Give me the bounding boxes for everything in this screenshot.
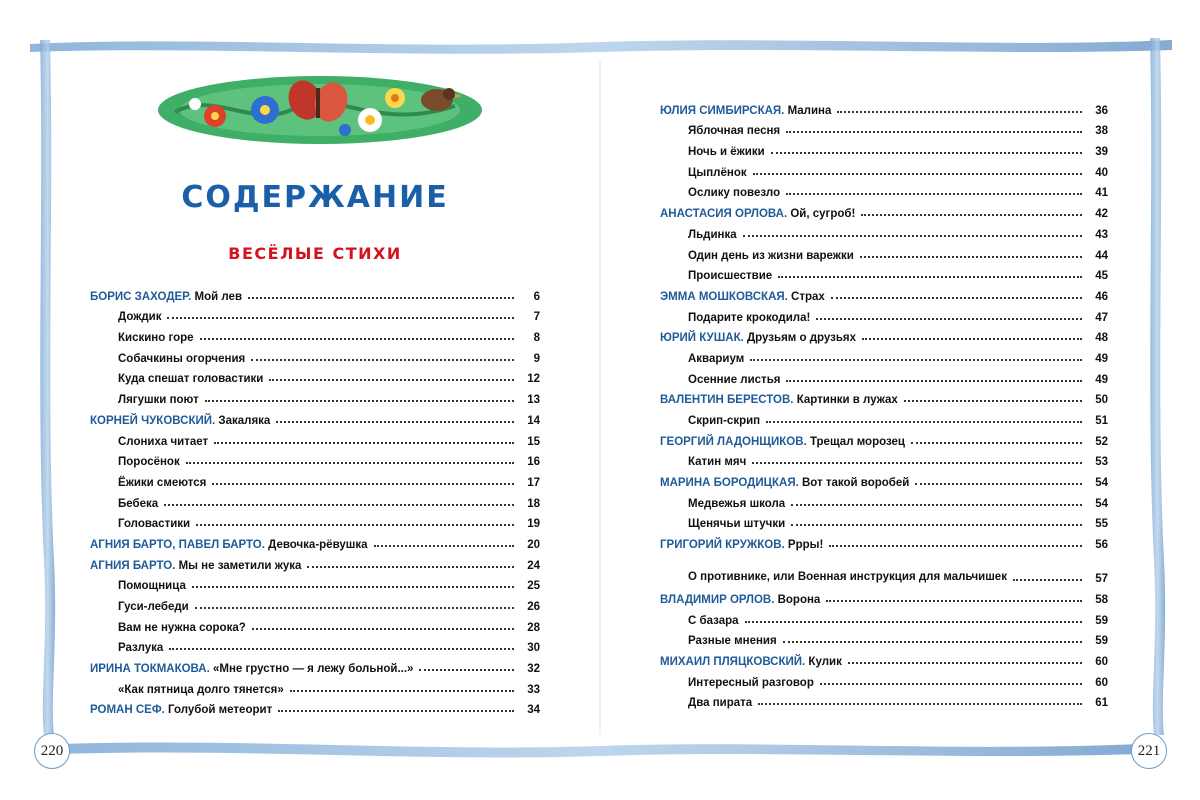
poem-title: Разлука (118, 642, 164, 655)
dot-leader (307, 566, 514, 568)
page-ref: 26 (527, 601, 540, 613)
page-ref: 32 (527, 663, 540, 676)
poem-title: Гуси-лебеди (118, 601, 189, 613)
toc-entry (660, 158, 1108, 179)
entry-text (118, 436, 208, 448)
author-name: ИРИНА ТОКМАКОВА. (90, 663, 210, 676)
entry-text (660, 477, 909, 489)
page-ref: 47 (1095, 311, 1108, 324)
page-ref: 6 (533, 290, 540, 303)
entry-text (688, 353, 744, 365)
toc-entry (660, 220, 1108, 241)
dot-leader (820, 683, 1082, 685)
dot-leader (791, 504, 1082, 506)
dot-leader (745, 621, 1082, 623)
entry-text (118, 456, 180, 468)
flowers-butterfly-bird-ornament (155, 60, 485, 158)
entry-text (688, 312, 810, 324)
entry-text (118, 580, 186, 592)
poem-title: Друзьям о друзьях (743, 332, 857, 345)
author-name: АГНИЯ БАРТО, ПАВЕЛ БАРТО. (90, 538, 265, 551)
page-ref: 49 (1095, 352, 1108, 365)
entry-text (688, 615, 739, 627)
toc-entry (660, 647, 1108, 668)
poem-title: Вам не нужна сорока? (118, 621, 246, 634)
entry-text (90, 539, 368, 551)
page-ref: 41 (1095, 187, 1108, 200)
toc-entry (90, 530, 540, 551)
page-ref: 43 (1095, 228, 1108, 241)
dot-leader (248, 297, 514, 299)
toc-entry (660, 489, 1108, 510)
toc-entry (660, 96, 1108, 117)
poem-title: О противнике, или Военная инструкция для мальчишек (688, 571, 1007, 584)
toc-entry (90, 385, 540, 406)
poem-title: Ночь и ёжики (688, 146, 765, 159)
poem-title: Медвежья школа (688, 497, 786, 510)
entry-text (688, 187, 780, 199)
page-ref: 57 (1095, 573, 1108, 586)
poem-title: Щенячьи штучки (688, 518, 786, 531)
entry-text (660, 332, 856, 344)
entry-text (660, 656, 842, 668)
page-ref: 12 (527, 373, 540, 386)
dot-leader (915, 483, 1082, 485)
dot-leader (771, 152, 1082, 154)
poem-title: Один день из жизни варежки (688, 249, 854, 262)
entry-text (660, 208, 855, 220)
poem-title: Ослику повезло (688, 187, 781, 200)
toc-entry (90, 427, 540, 448)
page-ref: 20 (527, 538, 540, 551)
page-ref: 14 (527, 414, 540, 427)
page-ref: 16 (527, 456, 540, 469)
author-name: АНАСТАСИЯ ОРЛОВА. (660, 208, 788, 221)
dot-leader (269, 379, 514, 381)
page-number-right: 221 (1131, 733, 1167, 769)
dot-leader (251, 359, 514, 361)
toc-entry (660, 585, 1108, 606)
author-name: МИХАИЛ ПЛЯЦКОВСКИЙ. (660, 655, 806, 668)
poem-title: Собачкины огорчения (118, 352, 246, 365)
dot-leader (766, 421, 1082, 423)
entry-text (118, 311, 161, 323)
dot-leader (169, 648, 514, 650)
dot-leader (196, 524, 514, 526)
page-ref: 50 (1095, 394, 1108, 407)
author-name: ГЕОРГИЙ ЛАДОНЩИКОВ. (660, 435, 807, 448)
poem-title: Разные мнения (688, 635, 777, 648)
dot-leader (419, 669, 514, 671)
poem-title: Бебека (118, 497, 159, 510)
poem-title: «Мне грустно — я лежу больной...» (209, 663, 414, 676)
page-ref: 15 (527, 435, 540, 448)
toc-entry (660, 179, 1108, 200)
page-ref: 28 (527, 621, 540, 634)
poem-title: Аквариум (688, 352, 745, 365)
page-ref: 59 (1095, 635, 1108, 648)
toc-entry (90, 344, 540, 365)
toc-entry (90, 406, 540, 427)
page-ref: 44 (1095, 249, 1108, 262)
author-name: МАРИНА БОРОДИЦКАЯ. (660, 477, 799, 490)
page-ref: 53 (1095, 456, 1108, 469)
entry-text (688, 456, 746, 468)
toc-entry (660, 551, 1108, 585)
toc-entry (90, 696, 540, 717)
toc-entry (660, 386, 1108, 407)
page-ref: 55 (1095, 518, 1108, 531)
entry-text (688, 229, 737, 241)
poem-title: Осенние листья (688, 373, 781, 386)
toc-entry (660, 303, 1108, 324)
section-title: ВЕСЁЛЫЕ СТИХИ (228, 244, 402, 263)
toc-entry (660, 530, 1108, 551)
poem-title: С базара (688, 614, 739, 627)
toc-entry (660, 427, 1108, 448)
poem-title: Мы не заметили жука (175, 559, 302, 572)
entry-text (118, 601, 189, 613)
author-name: ГРИГОРИЙ КРУЖКОВ. (660, 539, 785, 552)
page-ref: 61 (1095, 697, 1108, 710)
dot-leader (743, 235, 1082, 237)
poem-title: Закаляка (215, 414, 271, 427)
toc-entry (90, 572, 540, 593)
page-number-left: 220 (34, 733, 70, 769)
toc-entry (660, 668, 1108, 689)
toc-left-column (90, 282, 540, 716)
dot-leader (904, 400, 1082, 402)
page-ref: 39 (1095, 146, 1108, 159)
toc-entry (90, 468, 540, 489)
page-ref: 25 (527, 580, 540, 593)
page-ref: 49 (1095, 373, 1108, 386)
toc-entry (660, 324, 1108, 345)
page-ref: 48 (1095, 332, 1108, 345)
poem-title: Катин мяч (688, 456, 747, 469)
entry-text (688, 570, 1007, 585)
toc-entry (90, 448, 540, 469)
page-ref: 30 (527, 642, 540, 655)
poem-title: Страх (787, 290, 825, 303)
poem-title: Кулик (805, 655, 842, 668)
poem-title: Малина (784, 104, 832, 117)
toc-entry (90, 675, 540, 696)
toc-entry (660, 365, 1108, 386)
toc-entry (660, 117, 1108, 138)
entry-text (118, 332, 194, 344)
entry-text (660, 105, 831, 117)
entry-text (688, 498, 785, 510)
poem-title: Происшествие (688, 270, 773, 283)
entry-text (688, 270, 772, 282)
poem-title: Ой, сугроб! (787, 208, 856, 221)
page-ref: 18 (527, 497, 540, 510)
poem-title: Куда спешат головастики (118, 373, 264, 386)
page-ref: 7 (533, 311, 540, 324)
dot-leader (778, 276, 1082, 278)
dot-leader (829, 545, 1082, 547)
dot-leader (783, 641, 1082, 643)
page-ref: 13 (527, 394, 540, 407)
toc-entry (660, 406, 1108, 427)
dot-leader (791, 524, 1082, 526)
page-ref: 24 (527, 559, 540, 572)
toc-entry (660, 282, 1108, 303)
poem-title: Девочка-рёвушка (264, 538, 368, 551)
page-ref: 17 (527, 476, 540, 489)
entry-text (90, 560, 301, 572)
toc-entry (660, 262, 1108, 283)
poem-title: Дождик (118, 311, 162, 324)
poem-title: Головастики (118, 518, 191, 531)
toc-entry (90, 592, 540, 613)
entry-text (688, 697, 752, 709)
page-title: СОДЕРЖАНИЕ (181, 180, 449, 215)
toc-entry (660, 510, 1108, 531)
entry-text (688, 518, 785, 530)
entry-text (118, 477, 206, 489)
poem-title: Ррры! (784, 539, 824, 552)
poem-title: Два пирата (688, 697, 753, 710)
page-ref: 60 (1095, 655, 1108, 668)
entry-text (660, 436, 905, 448)
poem-title: Слониха читает (118, 435, 209, 448)
page-ref: 52 (1095, 435, 1108, 448)
dot-leader (276, 421, 514, 423)
dot-leader (290, 690, 514, 692)
page-ref: 9 (533, 352, 540, 365)
entry-text (118, 373, 263, 385)
toc-entry (90, 551, 540, 572)
toc-entry (660, 448, 1108, 469)
entry-text (688, 635, 777, 647)
author-name: ЮЛИЯ СИМБИРСКАЯ. (660, 104, 785, 117)
poem-title: Яблочная песня (688, 125, 781, 138)
entry-text (688, 167, 747, 179)
poem-title: Льдинка (688, 228, 737, 241)
page-ref: 19 (527, 518, 540, 531)
toc-entry (90, 489, 540, 510)
toc-entry (90, 303, 540, 324)
author-name: ВАЛЕНТИН БЕРЕСТОВ. (660, 394, 794, 407)
poem-title: Кискино горе (118, 332, 194, 345)
dot-leader (205, 400, 514, 402)
yellow-flower-icon (385, 88, 405, 108)
page-ref: 58 (1095, 593, 1108, 606)
entry-text (90, 291, 242, 303)
dot-leader (786, 131, 1082, 133)
red-flower-icon (204, 105, 226, 127)
dot-leader (860, 256, 1082, 258)
dot-leader (826, 600, 1082, 602)
page-ref: 54 (1095, 497, 1108, 510)
dot-leader (753, 173, 1082, 175)
dot-leader (752, 462, 1082, 464)
dot-leader (200, 338, 514, 340)
toc-entry (660, 241, 1108, 262)
toc-entry (660, 468, 1108, 489)
dot-leader (195, 607, 514, 609)
dot-leader (786, 193, 1082, 195)
dot-leader (862, 338, 1082, 340)
entry-text (688, 677, 814, 689)
entry-text (660, 594, 820, 606)
author-name: КОРНЕЙ ЧУКОВСКИЙ. (90, 414, 216, 427)
poem-title: Ёжики смеются (118, 476, 207, 489)
poem-title: Картинки в лужах (793, 394, 898, 407)
toc-entry (90, 634, 540, 655)
author-name: ВЛАДИМИР ОРЛОВ. (660, 593, 775, 606)
toc-entry (90, 654, 540, 675)
poem-title: Лягушки поют (118, 394, 199, 407)
dot-leader (212, 483, 514, 485)
dot-leader (837, 111, 1082, 113)
poem-title: «Как пятница долго тянется» (118, 683, 284, 696)
poem-title: Подарите крокодила! (688, 311, 811, 324)
poem-title: Цыплёнок (688, 166, 747, 179)
toc-entry (660, 689, 1108, 710)
dot-leader (1013, 579, 1082, 581)
dot-leader (911, 442, 1082, 444)
toc-entry (660, 606, 1108, 627)
entry-text (118, 622, 246, 634)
toc-entry (90, 613, 540, 634)
dot-leader (374, 545, 515, 547)
entry-text (660, 291, 825, 303)
page-ref: 59 (1095, 614, 1108, 627)
dot-leader (278, 710, 514, 712)
dot-leader (758, 703, 1082, 705)
dot-leader (164, 504, 514, 506)
dot-leader (252, 628, 514, 630)
toc-entry (90, 510, 540, 531)
dot-leader (861, 214, 1082, 216)
entry-text (118, 498, 158, 510)
poem-title: Голубой метеорит (164, 704, 273, 717)
page-ref: 42 (1095, 208, 1108, 221)
author-name: ЭММА МОШКОВСКАЯ. (660, 290, 788, 303)
dot-leader (167, 317, 514, 319)
page-ref: 56 (1095, 539, 1108, 552)
poem-title: Скрип-скрип (688, 415, 761, 427)
dot-leader (186, 462, 514, 464)
dot-leader (214, 442, 514, 444)
entry-text (118, 642, 163, 654)
dot-leader (750, 359, 1082, 361)
page-ref: 40 (1095, 166, 1108, 179)
entry-text (660, 539, 823, 551)
page-ref: 33 (527, 683, 540, 696)
page-ref: 36 (1095, 104, 1108, 117)
entry-text (90, 704, 272, 716)
dot-leader (831, 297, 1082, 299)
author-name: БОРИС ЗАХОДЕР. (90, 290, 192, 303)
blue-flower-icon (251, 96, 279, 124)
poem-title: Поросёнок (118, 456, 180, 469)
page-ref: 60 (1095, 676, 1108, 689)
page-ref: 8 (533, 332, 540, 345)
toc-entry (90, 282, 540, 303)
entry-text (118, 684, 284, 696)
author-name: РОМАН СЕФ. (90, 704, 165, 717)
dot-leader (848, 662, 1082, 664)
page-ref: 51 (1095, 415, 1108, 427)
page-ref: 46 (1095, 290, 1108, 303)
toc-entry (660, 199, 1108, 220)
entry-text (90, 663, 413, 675)
poem-title: Интересный разговор (688, 676, 814, 689)
toc-entry (660, 344, 1108, 365)
entry-text (90, 415, 270, 427)
author-name: АГНИЯ БАРТО. (90, 559, 176, 572)
entry-text (688, 415, 760, 427)
entry-text (688, 374, 780, 386)
page-ref: 45 (1095, 270, 1108, 283)
toc-entry (90, 365, 540, 386)
toc-entry (660, 137, 1108, 158)
entry-text (118, 518, 190, 530)
page-ref: 34 (527, 704, 540, 717)
author-name: ЮРИЙ КУШАК. (660, 332, 744, 345)
poem-title: Помощница (118, 580, 186, 593)
entry-text (688, 125, 780, 137)
toc-right-column (660, 96, 1108, 709)
poem-title: Мой лев (191, 290, 243, 303)
toc-entry (90, 323, 540, 344)
page-ref: 54 (1095, 477, 1108, 490)
dot-leader (816, 318, 1082, 320)
page-ref: 38 (1095, 125, 1108, 138)
entry-text (688, 146, 765, 158)
poem-title: Вот такой воробей (798, 477, 910, 490)
dot-leader (786, 380, 1082, 382)
daisy-icon (358, 108, 382, 132)
entry-text (118, 353, 245, 365)
toc-entry (660, 627, 1108, 648)
entry-text (118, 394, 199, 406)
poem-title: Ворона (774, 593, 821, 606)
poem-title: Трещал морозец (806, 435, 905, 448)
entry-text (660, 394, 898, 406)
dot-leader (192, 586, 514, 588)
entry-text (688, 250, 854, 262)
